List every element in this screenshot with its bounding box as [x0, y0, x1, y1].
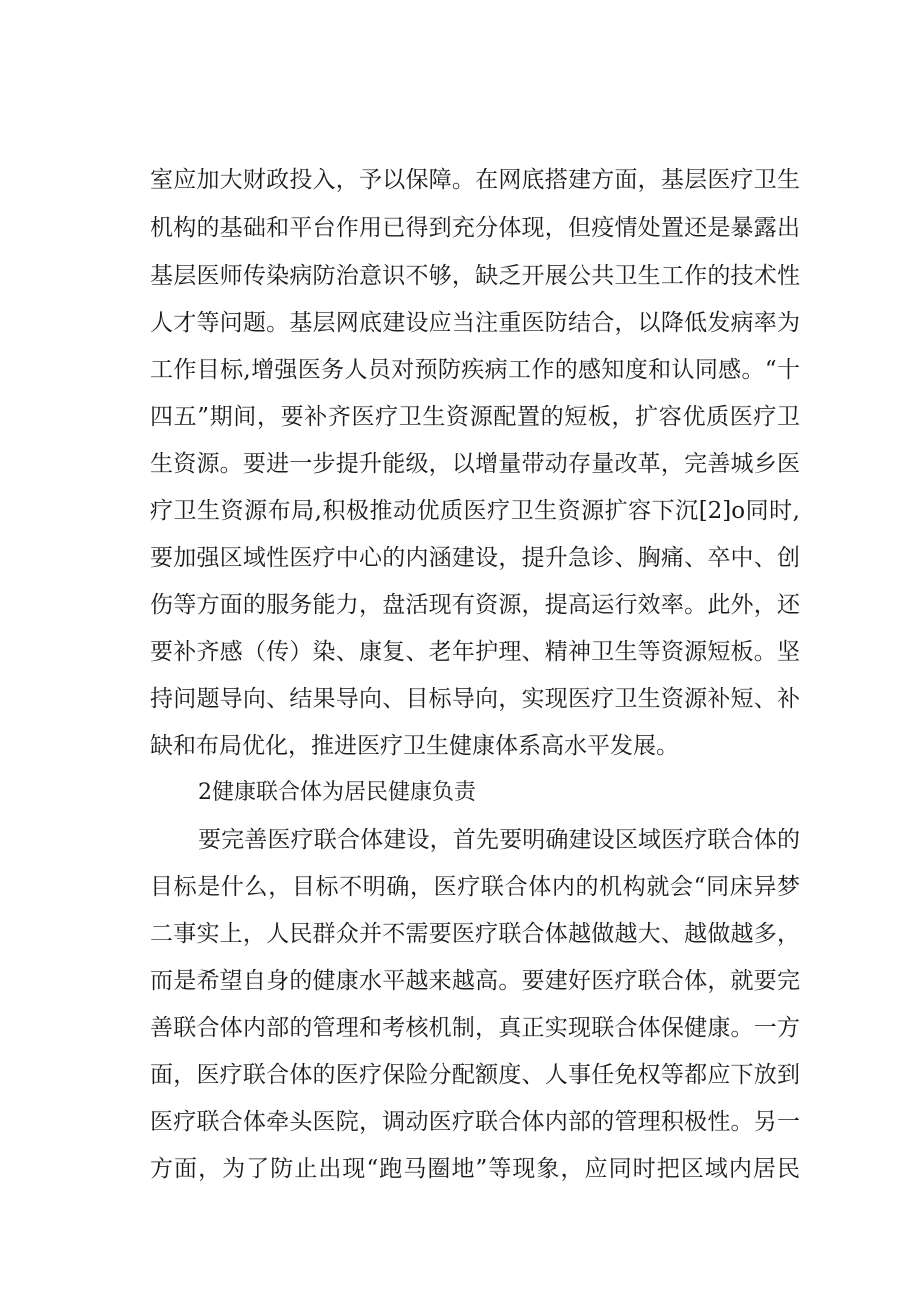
- paragraph-line: 四五”期间，要补齐医疗卫生资源配置的短板，扩容优质医疗卫: [150, 404, 800, 430]
- paragraph-line: 二事实上，人民群众并不需要医疗联合体越做越大、越做越多，: [150, 921, 800, 947]
- paragraph-line: 要加强区域性医疗中心的内涵建设，提升急诊、胸痛、卒中、创: [150, 545, 800, 571]
- paragraph-line: 医疗联合体牵头医院，调动医疗联合体内部的管理积极性。另一: [150, 1109, 800, 1135]
- paragraph-line: 人才等问题。基层网底建设应当注重医防结合，以降低发病率为: [150, 310, 800, 336]
- paragraph-line: 生资源。要进一步提升能级，以增量带动存量改革，完善城乡医: [150, 451, 800, 477]
- paragraph-line: 持问题导向、结果导向、目标导向，实现医疗卫生资源补短、补: [150, 686, 800, 712]
- paragraph-line: 室应加大财政投入，予以保障。在网底搭建方面，基层医疗卫生: [150, 167, 800, 193]
- paragraph-line: 缺和布局优化，推进医疗卫生健康体系高水平发展。: [150, 733, 679, 759]
- section-heading: 2健康联合体为居民健康负责: [198, 780, 476, 805]
- paragraph-line: 工作目标,增强医务人员对预防疾病工作的感知度和认同感。“十: [150, 357, 800, 383]
- paragraph-line: 疗卫生资源布局,积极推动优质医疗卫生资源扩容下沉[2]o同时,: [150, 498, 800, 524]
- paragraph-line: 面，医疗联合体的医疗保险分配额度、人事任免权等都应下放到: [150, 1062, 800, 1088]
- paragraph-line: 基层医师传染病防治意识不够，缺乏开展公共卫生工作的技术性: [150, 263, 800, 289]
- paragraph-line: 目标是什么，目标不明确，医疗联合体内的机构就会“同床异梦: [150, 874, 800, 900]
- paragraph-line: 要完善医疗联合体建设，首先要明确建设区域医疗联合体的: [198, 827, 800, 853]
- paragraph-line: 要补齐感（传）染、康复、老年护理、精神卫生等资源短板。坚: [150, 639, 800, 665]
- paragraph-line: 而是希望自身的健康水平越来越高。要建好医疗联合体，就要完: [150, 968, 800, 994]
- paragraph-line: 善联合体内部的管理和考核机制，真正实现联合体保健康。一方: [150, 1015, 800, 1041]
- paragraph-line: 伤等方面的服务能力，盘活现有资源，提高运行效率。此外，还: [150, 592, 800, 618]
- paragraph-line: 方面，为了防止出现“跑马圈地”等现象，应同时把区域内居民: [150, 1156, 800, 1182]
- paragraph-line: 机构的基础和平台作用已得到充分体现，但疫情处置还是暴露出: [150, 215, 800, 241]
